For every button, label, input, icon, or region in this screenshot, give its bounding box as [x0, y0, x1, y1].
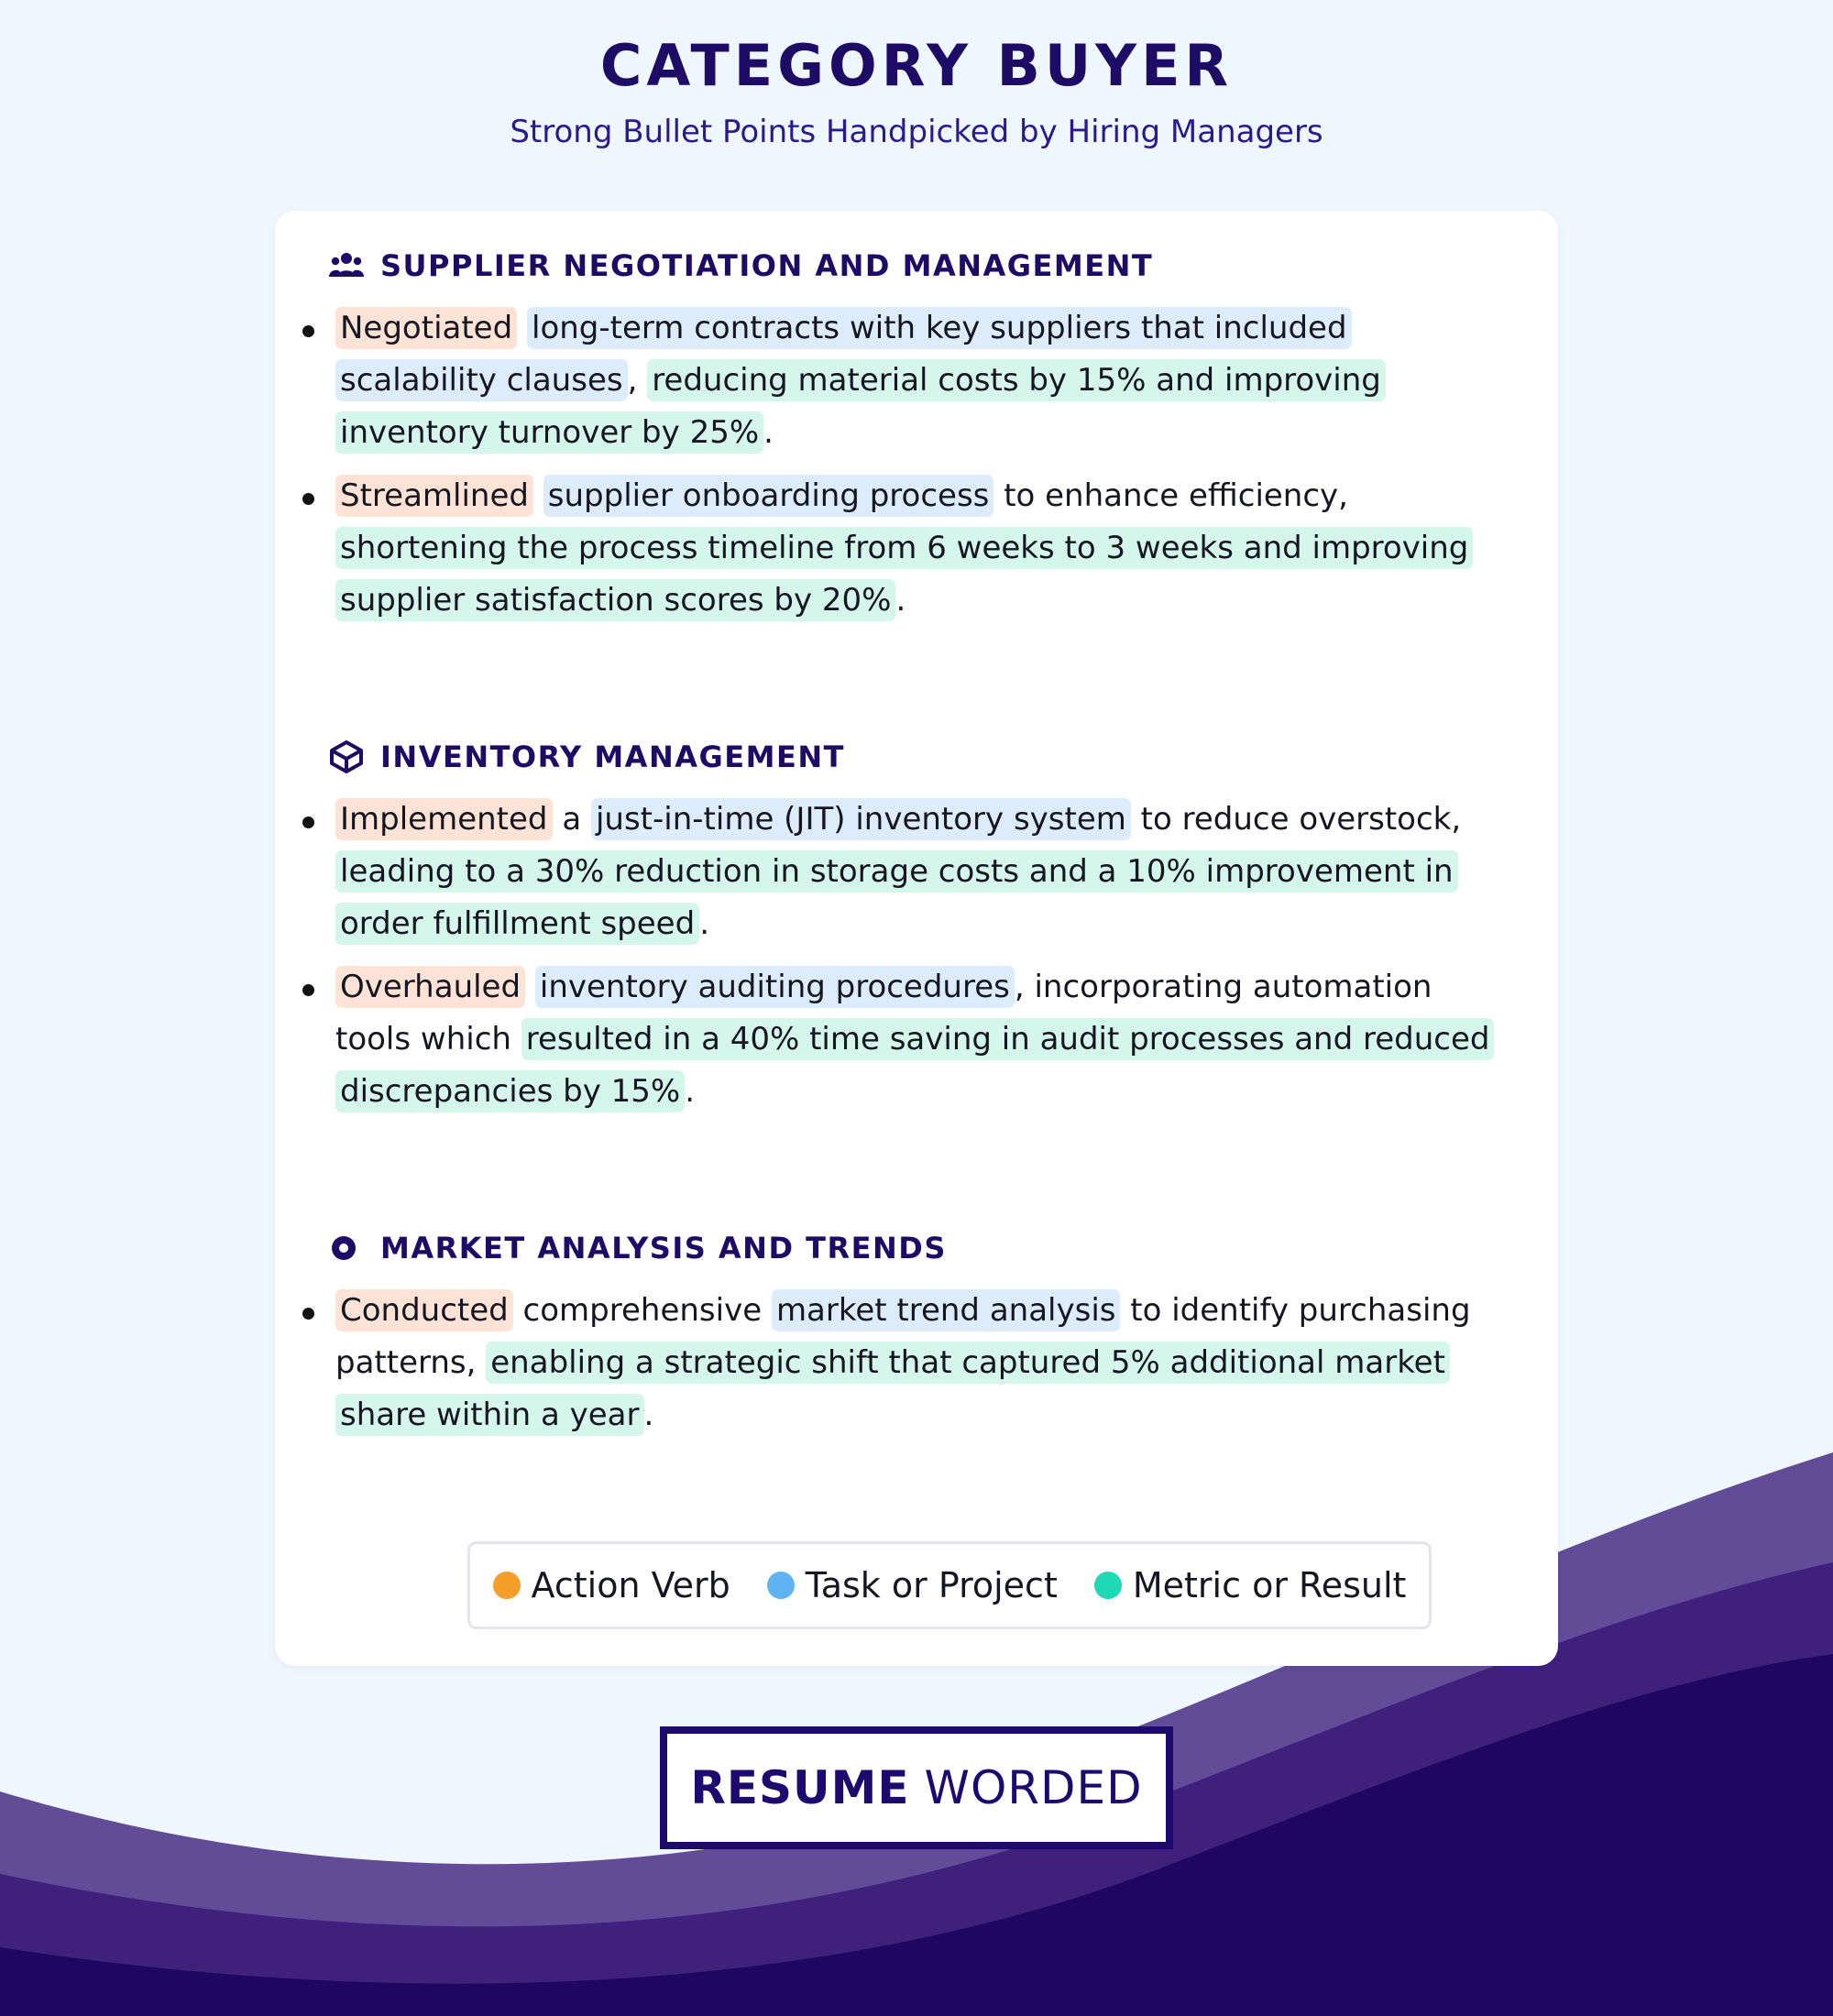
action-verb-highlight: Streamlined	[335, 475, 533, 517]
section-inventory-management	[275, 729, 1558, 1110]
action-verb-highlight: Conducted	[335, 1289, 513, 1331]
legend-item-task-or-project	[767, 1565, 1058, 1605]
bullet-item	[275, 961, 1499, 1118]
legend-item-metric-or-result	[1094, 1565, 1407, 1605]
bullet-text	[335, 1289, 1471, 1436]
page-title: CATEGORY BUYER	[599, 32, 1234, 99]
bullet-list	[275, 302, 1558, 638]
section-header	[275, 238, 1558, 293]
task-highlight: supplier onboarding process	[543, 475, 994, 517]
metric-highlight: shortening the process timeline from 6 weeks to 3 weeks and improving supplier satisfaction scores by 20%	[335, 527, 1473, 621]
bullet-text-segment: , incorporating automation tools which	[335, 969, 1432, 1057]
bullet-text-segment: to reduce overstock,	[1130, 801, 1462, 838]
target-dot-icon	[328, 1232, 365, 1265]
section-title: SUPPLIER NEGOTIATION AND MANAGEMENT	[380, 248, 1154, 283]
bullet-text-segment: .	[895, 582, 906, 619]
legend-dot	[1094, 1572, 1122, 1599]
bullet-text-segment	[533, 477, 543, 514]
section-title: MARKET ANALYSIS AND TRENDS	[380, 1231, 947, 1265]
bullet-text-segment: .	[643, 1397, 654, 1433]
bullet-text-segment: .	[699, 905, 709, 942]
bullet-text-segment: a	[552, 801, 591, 838]
legend-item-action-verb	[493, 1565, 730, 1605]
task-highlight: inventory auditing procedures	[535, 966, 1015, 1008]
bullet-item	[275, 794, 1499, 950]
bullet-text	[335, 307, 1386, 454]
bullet-text	[335, 475, 1473, 621]
bullet-text-segment: comprehensive	[512, 1292, 772, 1329]
highlight-legend	[467, 1541, 1432, 1629]
bullet-text-segment: .	[685, 1073, 696, 1110]
bullet-list	[275, 1285, 1558, 1452]
bullet-item	[275, 1285, 1499, 1441]
action-verb-highlight: Overhauled	[335, 966, 525, 1008]
bullet-text	[335, 798, 1461, 945]
metric-highlight: leading to a 30% reduction in storage costs and a 10% improvement in order fulfillment speed	[335, 850, 1458, 945]
bullet-text-segment: .	[763, 414, 774, 451]
legend-label: Task or Project	[805, 1565, 1058, 1605]
section-header	[275, 1221, 1558, 1276]
bullet-item	[275, 302, 1499, 459]
bullet-text-segment	[525, 969, 535, 1005]
cube-icon	[328, 740, 365, 773]
bullet-text	[335, 966, 1494, 1112]
task-highlight: market trend analysis	[772, 1289, 1121, 1331]
bullet-item	[275, 470, 1499, 627]
bullet-text-segment: to identify purchasing patterns,	[335, 1292, 1471, 1381]
bullet-points-card	[275, 211, 1558, 1666]
resume-worded-logo[interactable]	[660, 1726, 1173, 1849]
task-highlight: just-in-time (JIT) inventory system	[591, 798, 1131, 840]
bullet-list	[275, 794, 1558, 1129]
metric-highlight: resulted in a 40% time saving in audit processes and reduced discrepancies by 15%	[335, 1018, 1494, 1112]
logo-text-bold: RESUME	[690, 1761, 910, 1814]
section-market-analysis	[275, 1221, 1558, 1433]
legend-dot	[767, 1572, 795, 1599]
page-subtitle: Strong Bullet Points Handpicked by Hiring Managers	[510, 114, 1323, 150]
users-icon	[328, 249, 365, 282]
section-supplier-negotiation	[275, 238, 1558, 619]
metric-highlight: enabling a strategic shift that captured 5% additional market share within a year	[335, 1342, 1450, 1436]
action-verb-highlight: Negotiated	[335, 307, 517, 349]
bullet-text-segment	[517, 310, 527, 346]
bullet-text-segment: ,	[627, 362, 648, 399]
section-header	[275, 729, 1558, 784]
section-title: INVENTORY MANAGEMENT	[380, 740, 845, 774]
bullet-text-segment: to enhance efficiency,	[993, 477, 1348, 514]
legend-dot	[493, 1572, 521, 1599]
task-highlight: long-term contracts with key suppliers that included scalability clauses	[335, 307, 1352, 401]
logo-text-light: WORDED	[924, 1761, 1143, 1814]
page-header	[0, 27, 1833, 152]
metric-highlight: reducing material costs by 15% and improving inventory turnover by 25%	[335, 359, 1386, 454]
legend-label: Metric or Result	[1132, 1565, 1407, 1605]
legend-label: Action Verb	[531, 1565, 730, 1605]
action-verb-highlight: Implemented	[335, 798, 553, 840]
